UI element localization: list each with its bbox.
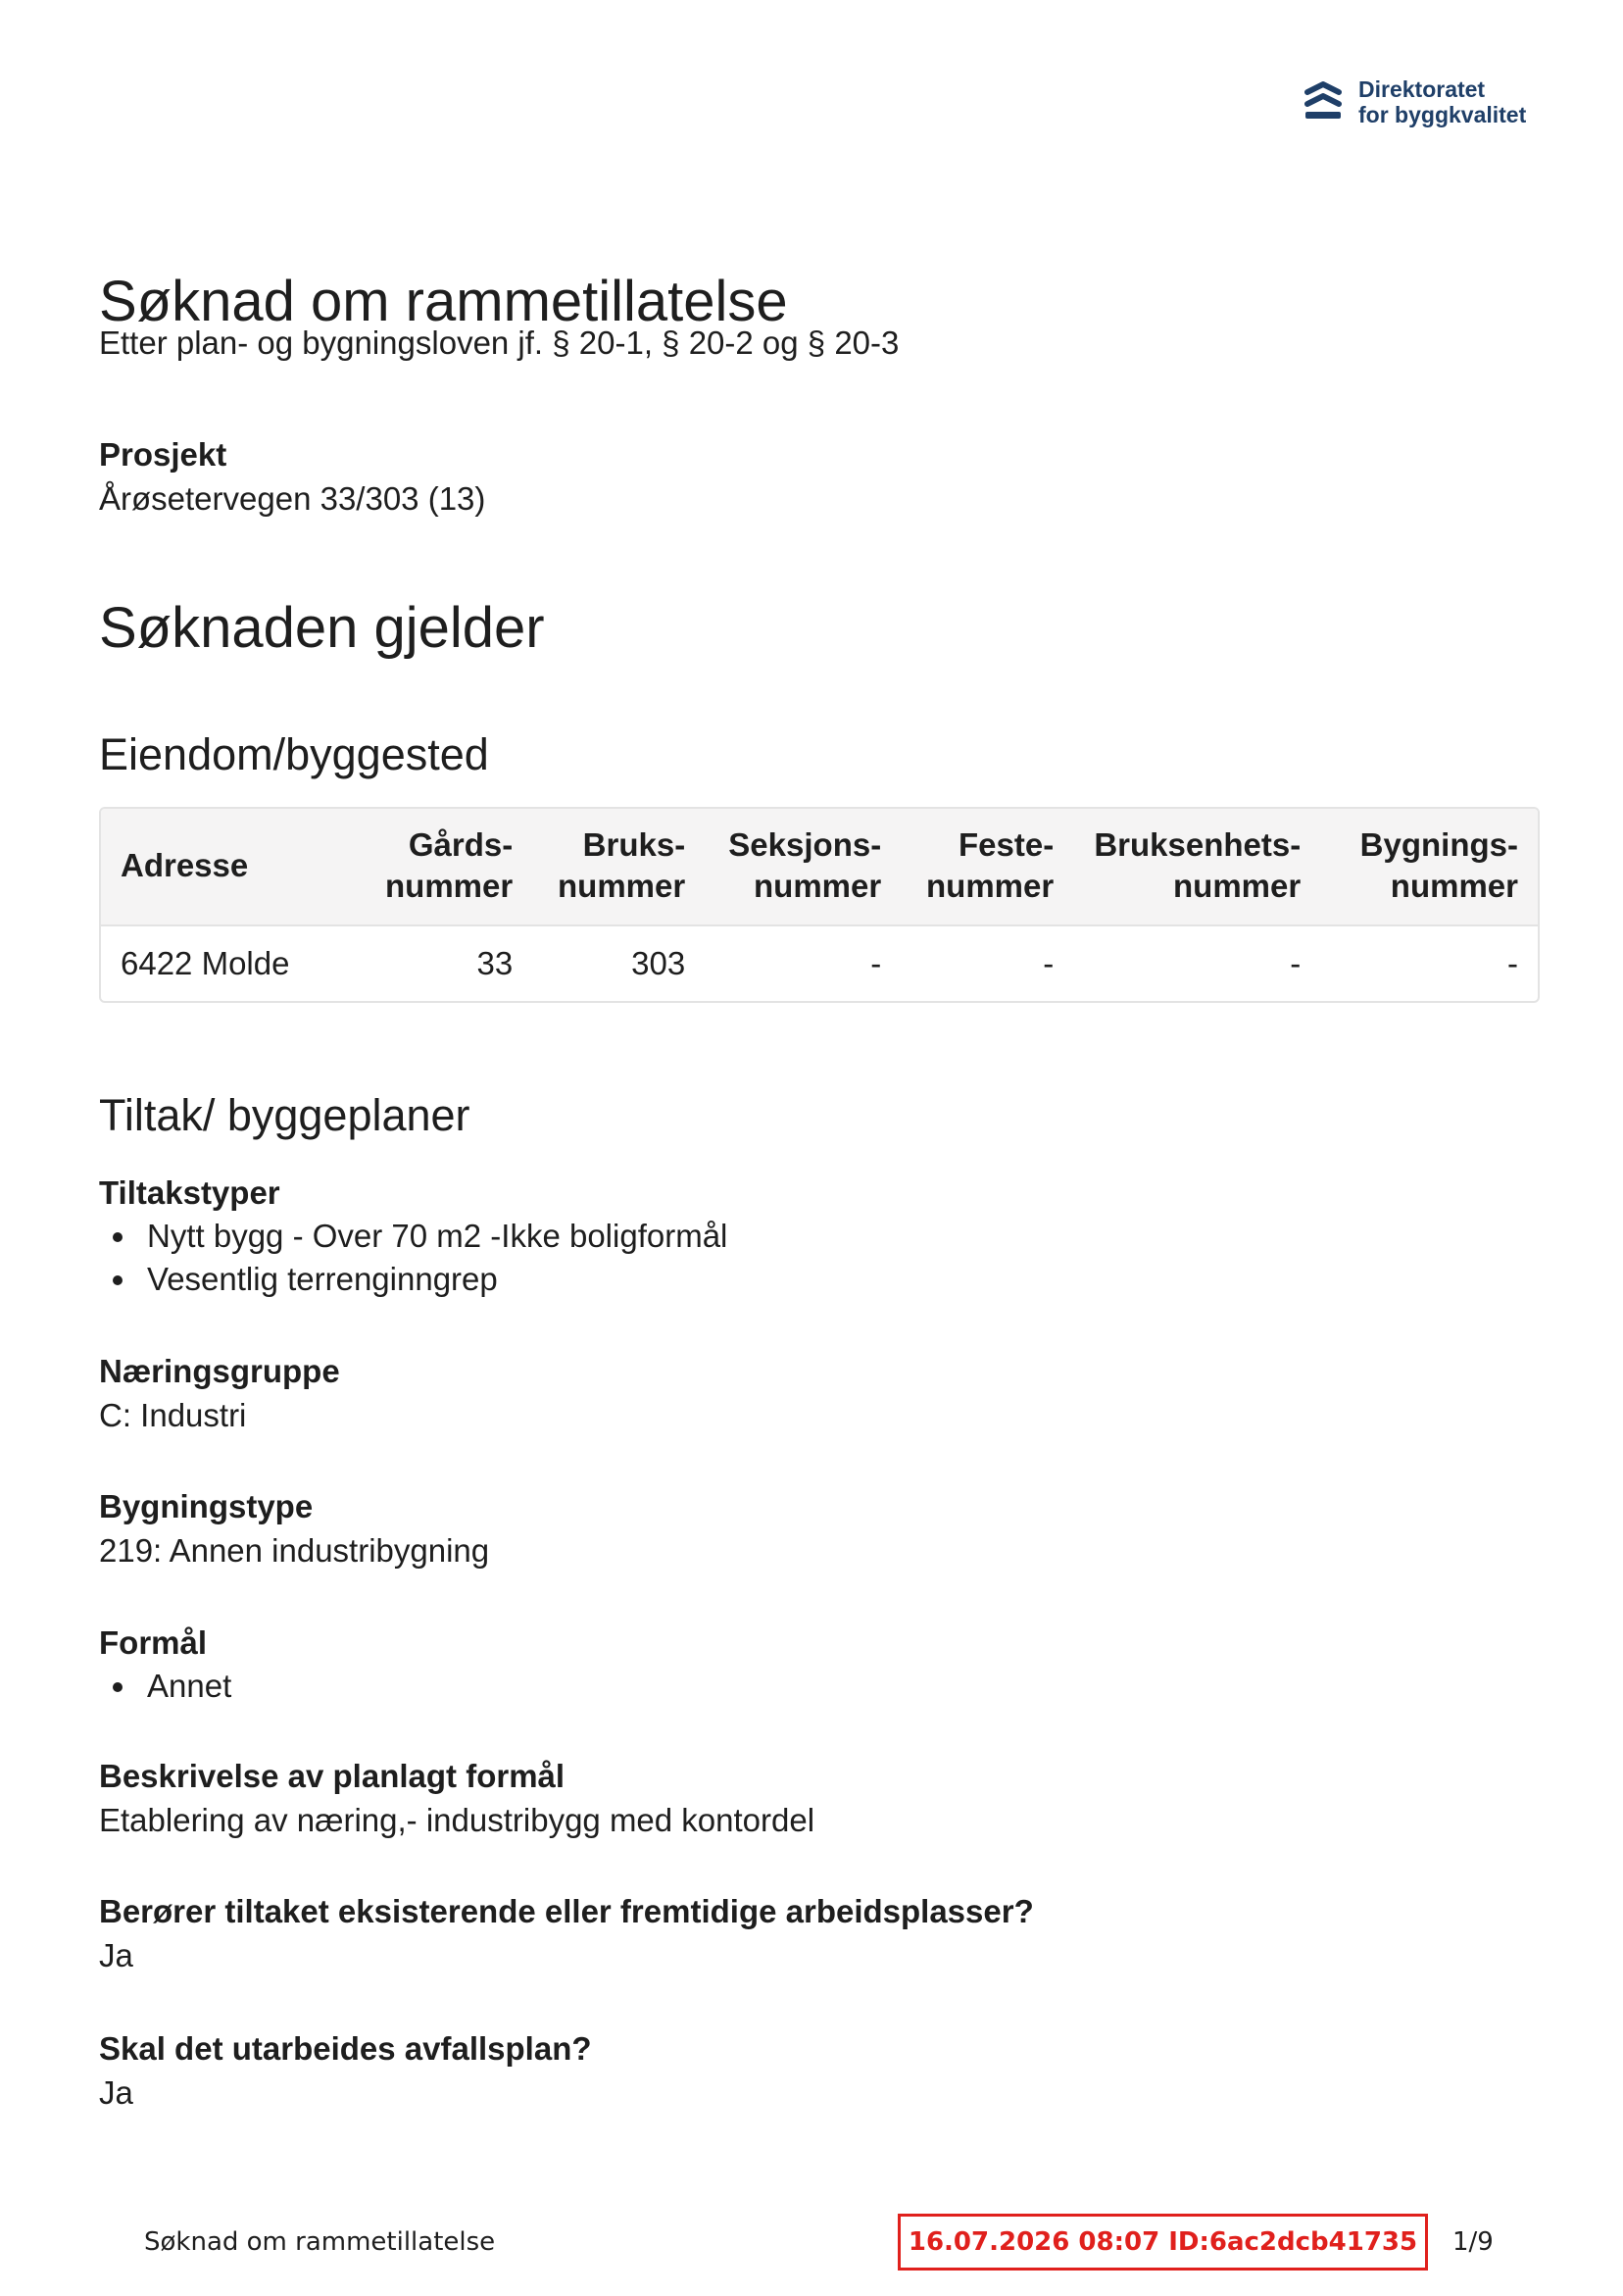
list-item: Vesentlig terrenginngrep [99,1258,727,1301]
col-header-bygningsnummer: Bygnings- nummer [1320,809,1538,925]
timestamp-stamp: 16.07.2026 08:07 ID:6ac2dcb41735 [898,2214,1428,2271]
cell-gardsnummer: 33 [366,925,532,1001]
building-type-field [99,1485,489,1573]
logo-line-1: Direktoratet [1358,76,1486,102]
description-label: Beskrivelse av planlagt formål [99,1758,566,1794]
cell-bygningsnummer: - [1320,925,1538,1001]
purpose-field [99,1622,231,1708]
project-value: Årøsetervegen 33/303 (13) [99,480,486,517]
measure-types-label: Tiltakstyper [99,1174,280,1211]
waste-plan-value: Ja [99,2074,133,2111]
logo-line-2: for byggkvalitet [1358,102,1527,127]
workplaces-value: Ja [99,1937,133,1973]
workplaces-field [99,1890,1034,1978]
dibk-logo [1303,76,1526,127]
property-heading: Eiendom/byggested [99,729,489,779]
workplaces-label: Berører tiltaket eksisterende eller fremtidige arbeidsplasser? [99,1893,1034,1929]
table-row [101,925,1538,1001]
cell-bruksenhetsnummer: - [1073,925,1320,1001]
document-title: Søknad om rammetillatelse [99,270,788,333]
page-number: 1/9 [1452,2227,1494,2257]
building-type-label: Bygningstype [99,1488,314,1524]
list-item: Annet [99,1665,231,1708]
project-field [99,433,485,522]
col-header-seksjonsnummer: Seksjons- nummer [705,809,901,925]
property-table [99,807,1540,1003]
col-header-gardsnummer: Gårds- nummer [366,809,532,925]
cell-festenummer: - [901,925,1073,1001]
purpose-list [99,1665,231,1708]
building-type-value: 219: Annen industribygning [99,1532,490,1569]
col-header-festenummer: Feste- nummer [901,809,1073,925]
col-header-adresse: Adresse [101,809,366,925]
project-label: Prosjekt [99,436,227,473]
industry-value: C: Industri [99,1397,247,1433]
industry-field [99,1350,340,1438]
cell-adresse: 6422 Molde [101,925,366,1001]
table-header-row [101,809,1538,925]
measure-types-list [99,1215,727,1301]
description-field [99,1755,814,1843]
cell-bruksnummer: 303 [532,925,705,1001]
page-footer [0,2214,1623,2272]
section-title: Søknaden gjelder [99,596,545,660]
dibk-logo-icon [1303,78,1343,125]
col-header-bruksnummer: Bruks- nummer [532,809,705,925]
measure-types-field [99,1172,727,1301]
industry-label: Næringsgruppe [99,1353,340,1389]
logo-text [1358,76,1526,127]
col-header-bruksenhetsnummer: Bruksenhets- nummer [1073,809,1320,925]
waste-plan-field [99,2027,592,2116]
measures-heading: Tiltak/ byggeplaner [99,1090,470,1140]
footer-title: Søknad om rammetillatelse [144,2227,496,2257]
description-value: Etablering av næring,- industribygg med kontordel [99,1802,815,1838]
list-item: Nytt bygg - Over 70 m2 -Ikke boligformål [99,1215,727,1258]
purpose-label: Formål [99,1624,208,1661]
cell-seksjonsnummer: - [705,925,901,1001]
waste-plan-label: Skal det utarbeides avfallsplan? [99,2030,592,2067]
document-subtitle: Etter plan- og bygningsloven jf. § 20-1, § 20-2 og § 20-3 [99,324,900,361]
